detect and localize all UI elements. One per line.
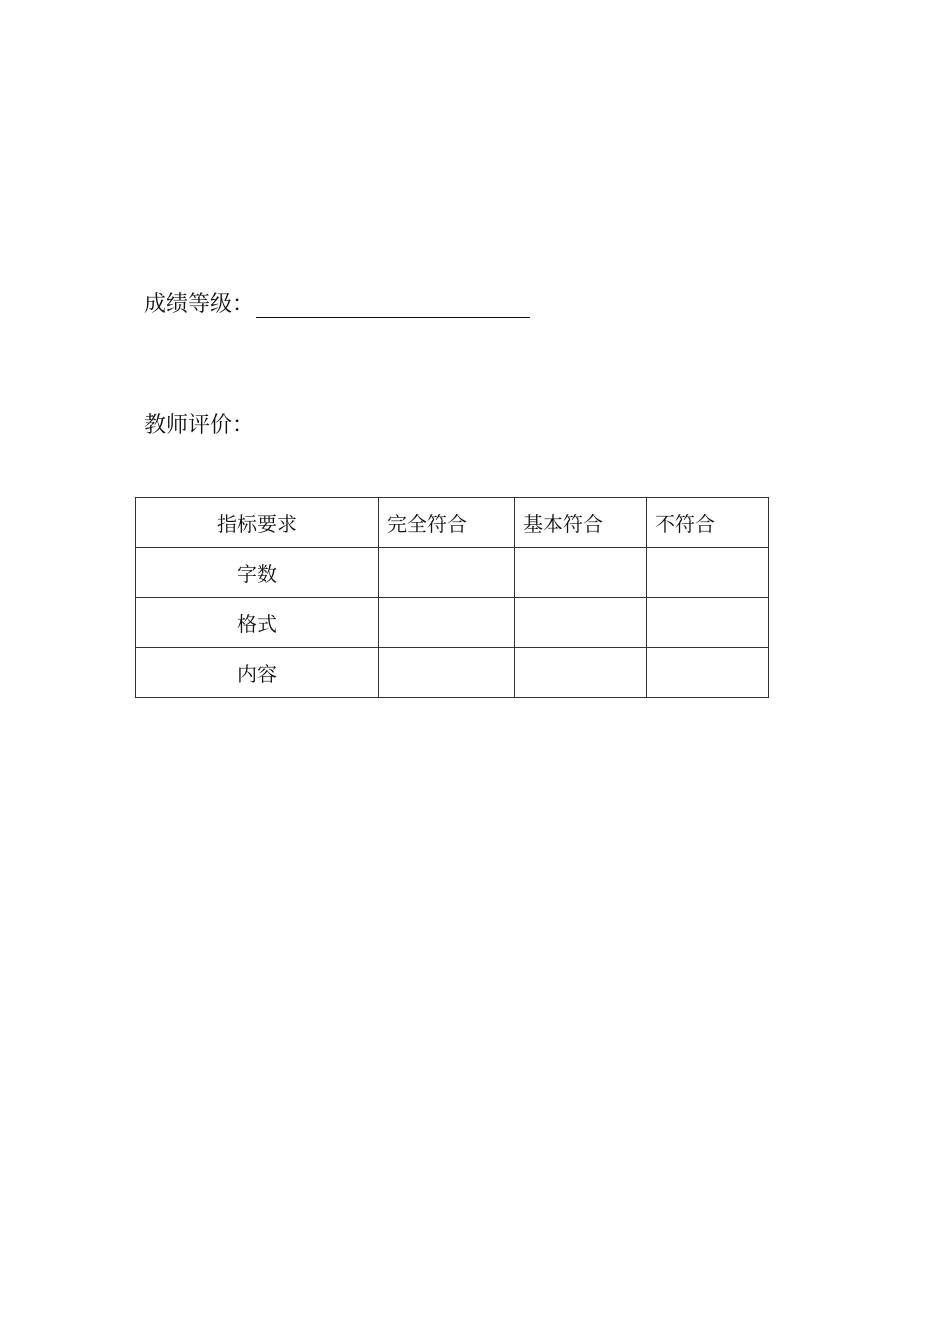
cell-word-count-basically[interactable] xyxy=(515,548,647,598)
row-label-format: 格式 xyxy=(136,598,379,648)
row-label-content: 内容 xyxy=(136,648,379,698)
table-row xyxy=(136,648,769,698)
table-row xyxy=(136,548,769,598)
cell-format-basically[interactable] xyxy=(515,598,647,648)
cell-format-not[interactable] xyxy=(647,598,769,648)
header-basically-meets: 基本符合 xyxy=(515,498,647,548)
cell-content-fully[interactable] xyxy=(379,648,515,698)
teacher-comment-label: 教师评价： xyxy=(144,413,255,438)
table-header-row xyxy=(136,498,769,548)
cell-word-count-not[interactable] xyxy=(647,548,769,598)
cell-content-basically[interactable] xyxy=(515,648,647,698)
header-fully-meets: 完全符合 xyxy=(379,498,515,548)
header-indicator: 指标要求 xyxy=(136,498,379,548)
cell-format-fully[interactable] xyxy=(379,598,515,648)
evaluation-table xyxy=(135,497,769,698)
cell-word-count-fully[interactable] xyxy=(379,548,515,598)
header-does-not-meet: 不符合 xyxy=(647,498,769,548)
grade-label: 成绩等级： xyxy=(144,292,255,317)
grade-field xyxy=(144,282,530,318)
row-label-word-count: 字数 xyxy=(136,548,379,598)
grade-blank-line[interactable] xyxy=(256,289,530,318)
table-row xyxy=(136,598,769,648)
cell-content-not[interactable] xyxy=(647,648,769,698)
